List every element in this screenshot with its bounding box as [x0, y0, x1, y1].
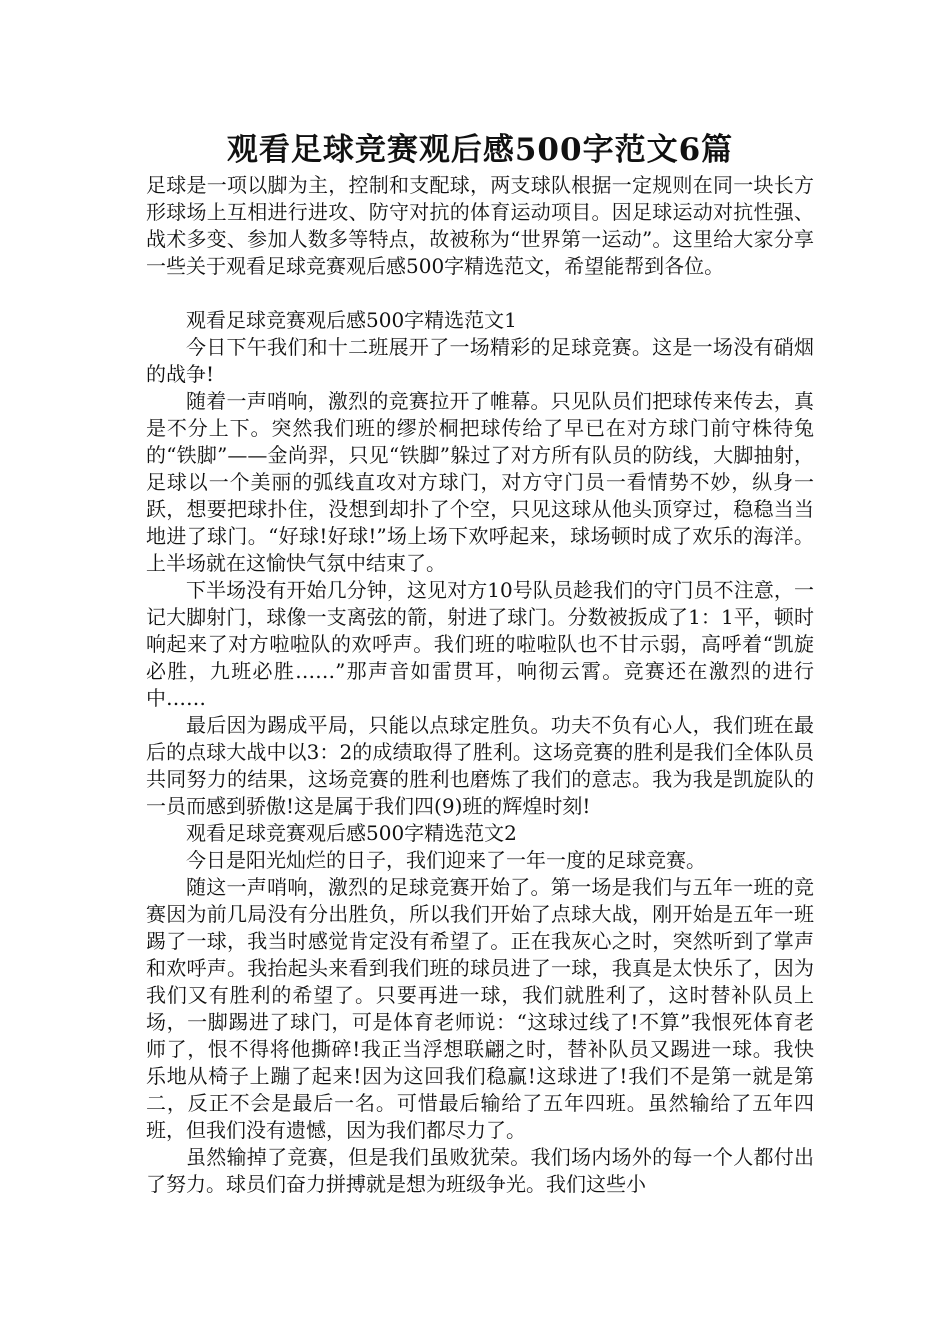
section-2-paragraph-1: 今日是阳光灿烂的日子，我们迎来了一年一度的足球竞赛。	[186, 848, 706, 872]
document-title: 观看足球竞赛观后感500字范文6篇	[226, 132, 734, 168]
blank-line	[146, 280, 814, 307]
section-1-paragraph-2: 随着一声哨响，激烈的竞赛拉开了帷幕。只见队员们把球传来传去，真是不分上下。突然我们班的缪於桐把球传给了早已在对方球门前守株待兔的“铁脚”——金尚羿，只见“铁脚”躲过了对方所有队员的防线，大脚抽射，足球以一个美丽的弧线直攻对方球门，对方守门员一看情势不妙，纵身一跃，想要把球扑住，没想到却扑了个空，只见这球从他头顶穿过，稳稳当当地进了球门。“好球!好球!”场上场下欢呼起来，球场顿时成了欢乐的海洋。上半场就在这愉快气氛中结束了。	[146, 389, 814, 575]
section-2-paragraph-3: 虽然输掉了竞赛，但是我们虽败犹荣。我们场内场外的每一个人都付出了努力。球员们奋力拼搏就是想为班级争光。我们这些小	[146, 1145, 814, 1196]
section-2-paragraph-2: 随这一声哨响，激烈的足球竞赛开始了。第一场是我们与五年一班的竞赛因为前几局没有分出胜负，所以我们开始了点球大战，刚开始是五年一班踢了一球，我当时感觉肯定没有希望了。正在我灰心之时，突然听到了掌声和欢呼声。我抬起头来看到我们班的球员进了一球，我真是太快乐了，因为我们又有胜利的希望了。只要再进一球，我们就胜利了，这时替补队员上场，一脚踢进了球门，可是体育老师说：“这球过线了!不算”我恨死体育老师了，恨不得将他撕碎!我正当浮想联翩之时，替补队员又踢进一球。我快乐地从椅子上蹦了起来!因为这回我们稳赢!这球进了!我们不是第一就是第二，反正不会是最后一名。可惜最后输给了五年四班。虽然输给了五年四班，但我们没有遗憾，因为我们都尽力了。	[146, 875, 814, 1142]
section-2-heading: 观看足球竞赛观后感500字精选范文2	[186, 821, 517, 845]
section-1-paragraph-4: 最后因为踢成平局，只能以点球定胜负。功夫不负有心人，我们班在最后的点球大战中以3：2的成绩取得了胜利。这场竞赛的胜利是我们全体队员共同努力的结果，这场竞赛的胜利也磨炼了我们的意志。我为我是凯旋队的一员而感到骄傲!这是属于我们四(9)班的辉煌时刻!	[146, 713, 814, 818]
section-1-paragraph-3: 下半场没有开始几分钟，这见对方10号队员趁我们的守门员不注意，一记大脚射门，球像一支离弦的箭，射进了球门。分数被扳成了1：1平，顿时响起来了对方啦啦队的欢呼声。我们班的啦啦队也不甘示弱，高呼着“凯旋必胜，九班必胜……”那声音如雷贯耳，响彻云霄。竞赛还在激烈的进行中……	[146, 578, 814, 710]
document-page	[146, 128, 814, 1198]
intro-paragraph: 足球是一项以脚为主，控制和支配球，两支球队根据一定规则在同一块长方形球场上互相进行进攻、防守对抗的体育运动项目。因足球运动对抗性强、战术多变、参加人数多等特点，故被称为“世界第一运动”。这里给大家分享一些关于观看足球竞赛观后感500字精选范文，希望能帮到各位。	[146, 173, 814, 278]
section-1-heading: 观看足球竞赛观后感500字精选范文1	[186, 308, 517, 332]
section-1-paragraph-1: 今日下午我们和十二班展开了一场精彩的足球竞赛。这是一场没有硝烟的战争!	[146, 335, 814, 386]
